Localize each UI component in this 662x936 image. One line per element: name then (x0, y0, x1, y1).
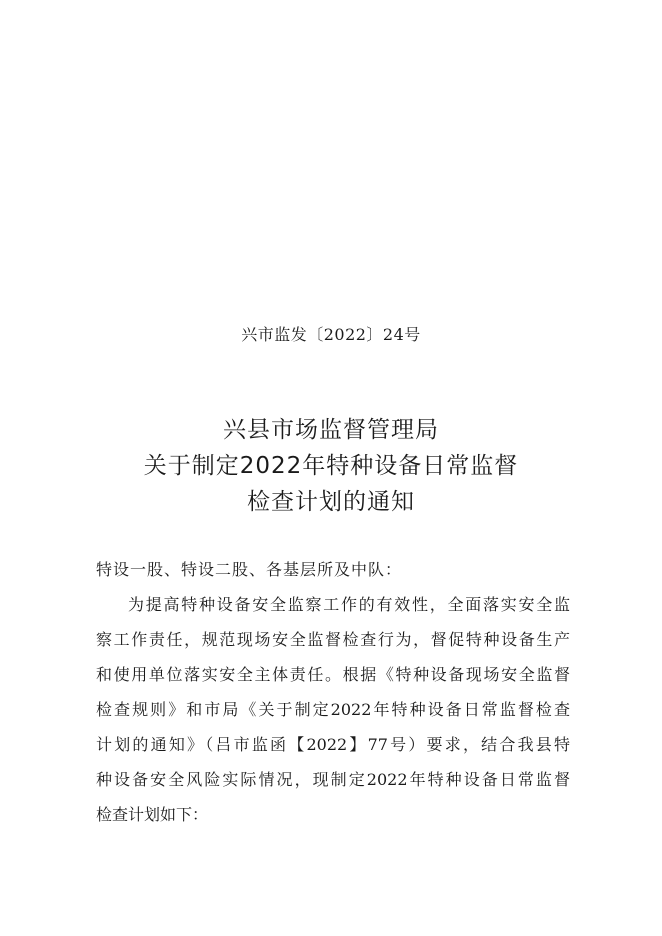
paragraph-line: 和使用单位落实安全主体责任。根据《特种设备现场安全监督 (96, 665, 570, 684)
salutation: 特设一股、特设二股、各基层所及中队： (96, 560, 403, 579)
paragraph-line: 检查规则》和市局《关于制定2022年特种设备日常监督检查 (96, 700, 570, 719)
paragraph-line: 种设备安全风险实际情况，现制定2022年特种设备日常监督 (96, 770, 570, 789)
document-number: 兴市监发〔2022〕24号 (241, 325, 421, 344)
title-line: 关于制定2022年特种设备日常监督 (143, 453, 519, 479)
paragraph-line: 察工作责任，规范现场安全监督检查行为，督促特种设备生产 (96, 630, 570, 649)
document-title (0, 412, 662, 520)
document-body (96, 552, 570, 832)
title-line: 检查计划的通知 (247, 489, 415, 515)
paragraph-line: 为提高特种设备安全监察工作的有效性，全面落实安全监 (128, 595, 570, 614)
title-line: 兴县市场监督管理局 (223, 417, 439, 443)
paragraph-line: 计划的通知》（吕市监函【2022】77号）要求，结合我县特 (96, 735, 570, 754)
paragraph-line: 检查计划如下： (96, 805, 209, 824)
